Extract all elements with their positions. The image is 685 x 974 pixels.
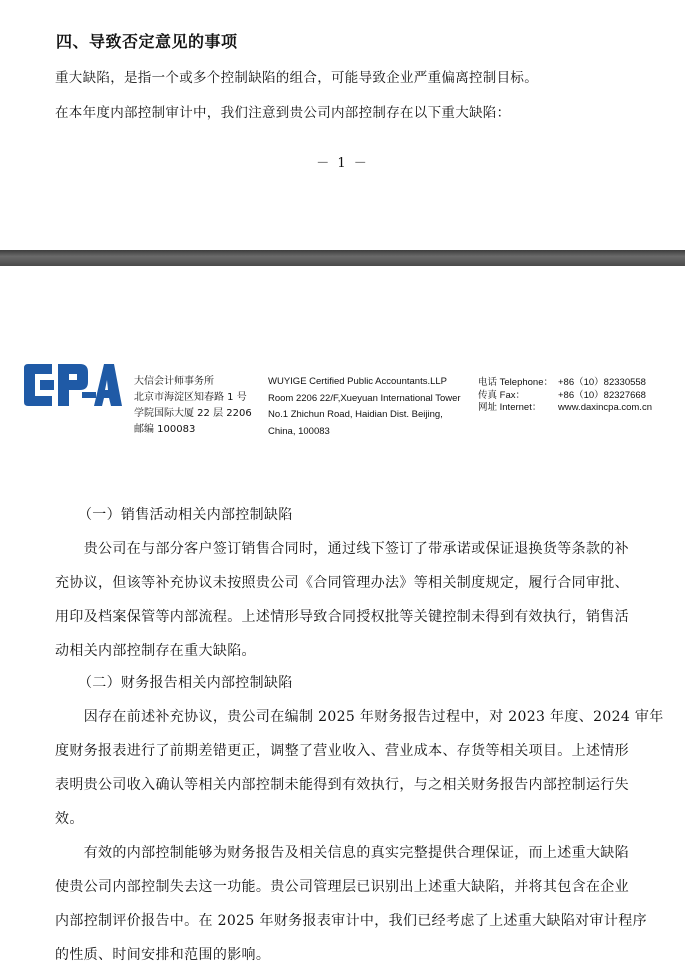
telephone-value: +86（10）82330558: [558, 377, 646, 388]
letterhead: [0, 360, 685, 440]
paragraph-line: 效。: [55, 811, 84, 827]
paragraph-line: 使贵公司内部控制失去这一功能。贵公司管理层已识别出上述重大缺陷，并将其包含在企业: [55, 879, 629, 895]
paragraph-line: 动相关内部控制存在重大缺陷。: [55, 643, 256, 659]
website-value: www.daxincpa.com.cn: [558, 402, 652, 413]
paragraph-line: 因存在前述补充协议，贵公司在编制 2025 年财务报告过程中，对 2023 年度、2024 审年: [55, 709, 664, 725]
telephone-row: [478, 377, 652, 390]
paragraph-line: 有效的内部控制能够为财务报告及相关信息的真实完整提供合理保证，而上述重大缺陷: [55, 845, 629, 861]
paragraph-line: 贵公司在与部分客户签订销售合同时，通过线下签订了带承诺或保证退换货等条款的补: [55, 541, 629, 557]
address-line-en: No.1 Zhichun Road, Haidian Dist. Beijing,: [268, 409, 443, 420]
fax-label: 传真 Fax：: [478, 389, 525, 401]
paragraph-closing: [55, 836, 655, 972]
address-line-cn: 学院国际大厦 22 层 2206: [134, 408, 252, 419]
intro-paragraph: 在本年度内部控制审计中，我们注意到贵公司内部控制存在以下重大缺陷：: [55, 105, 511, 121]
address-english: [268, 374, 461, 440]
postcode-cn: 邮编 100083: [134, 424, 196, 435]
section-heading: 四、导致否定意见的事项: [56, 32, 238, 51]
definition-paragraph: 重大缺陷，是指一个或多个控制缺陷的组合，可能导致企业严重偏离控制目标。: [55, 70, 538, 86]
paragraph-financial-reporting: [55, 700, 664, 836]
subheading-sales-controls: （一）销售活动相关内部控制缺陷: [78, 507, 293, 523]
subheading-financial-reporting: （二）财务报告相关内部控制缺陷: [78, 675, 293, 691]
telephone-label: 电话 Telephone：: [478, 377, 553, 388]
paragraph-line: 度财务报表进行了前期差错更正，调整了营业收入、营业成本、存货等相关项目。上述情形: [55, 743, 629, 759]
paragraph-line: 的性质、时间安排和范围的影响。: [55, 947, 271, 963]
paragraph-line: 内部控制评价报告中。在 2025 年财务报表审计中，我们已经考虑了上述重大缺陷对审计程序: [55, 913, 647, 929]
firm-name-cn: 大信会计师事务所: [134, 376, 214, 387]
address-line-cn: 北京市海淀区知春路 1 号: [134, 392, 247, 403]
paragraph-line: 表明贵公司收入确认等相关内部控制未能得到有效执行，与之相关财务报告内部控制运行失: [55, 777, 629, 793]
paragraph-sales-controls: [55, 532, 655, 668]
fax-value: +86（10）82327668: [558, 389, 646, 401]
website-row: [478, 402, 652, 415]
address-line-en: Room 2206 22/F,Xueyuan International Tower: [268, 392, 461, 404]
paragraph-line: 用印及档案保管等内部流程。上述情形导致合同授权批等关键控制未得到有效执行，销售活: [55, 609, 629, 625]
paragraph-line: 充协议，但该等补充协议未按照贵公司《合同管理办法》等相关制度规定，履行合同审批、: [55, 575, 629, 591]
firm-name-en: WUYIGE Certified Public Accountants.LLP: [268, 376, 447, 387]
cpa-logo-icon: [22, 362, 122, 408]
page-break-divider: [0, 250, 685, 266]
address-line-en: China, 100083: [268, 425, 330, 437]
fax-row: [478, 390, 652, 403]
contact-info: [478, 377, 652, 415]
address-chinese: [134, 374, 252, 438]
page-number: － 1 －: [316, 156, 369, 171]
page-1: [0, 0, 685, 250]
website-label: 网址 Internet：: [478, 402, 542, 413]
